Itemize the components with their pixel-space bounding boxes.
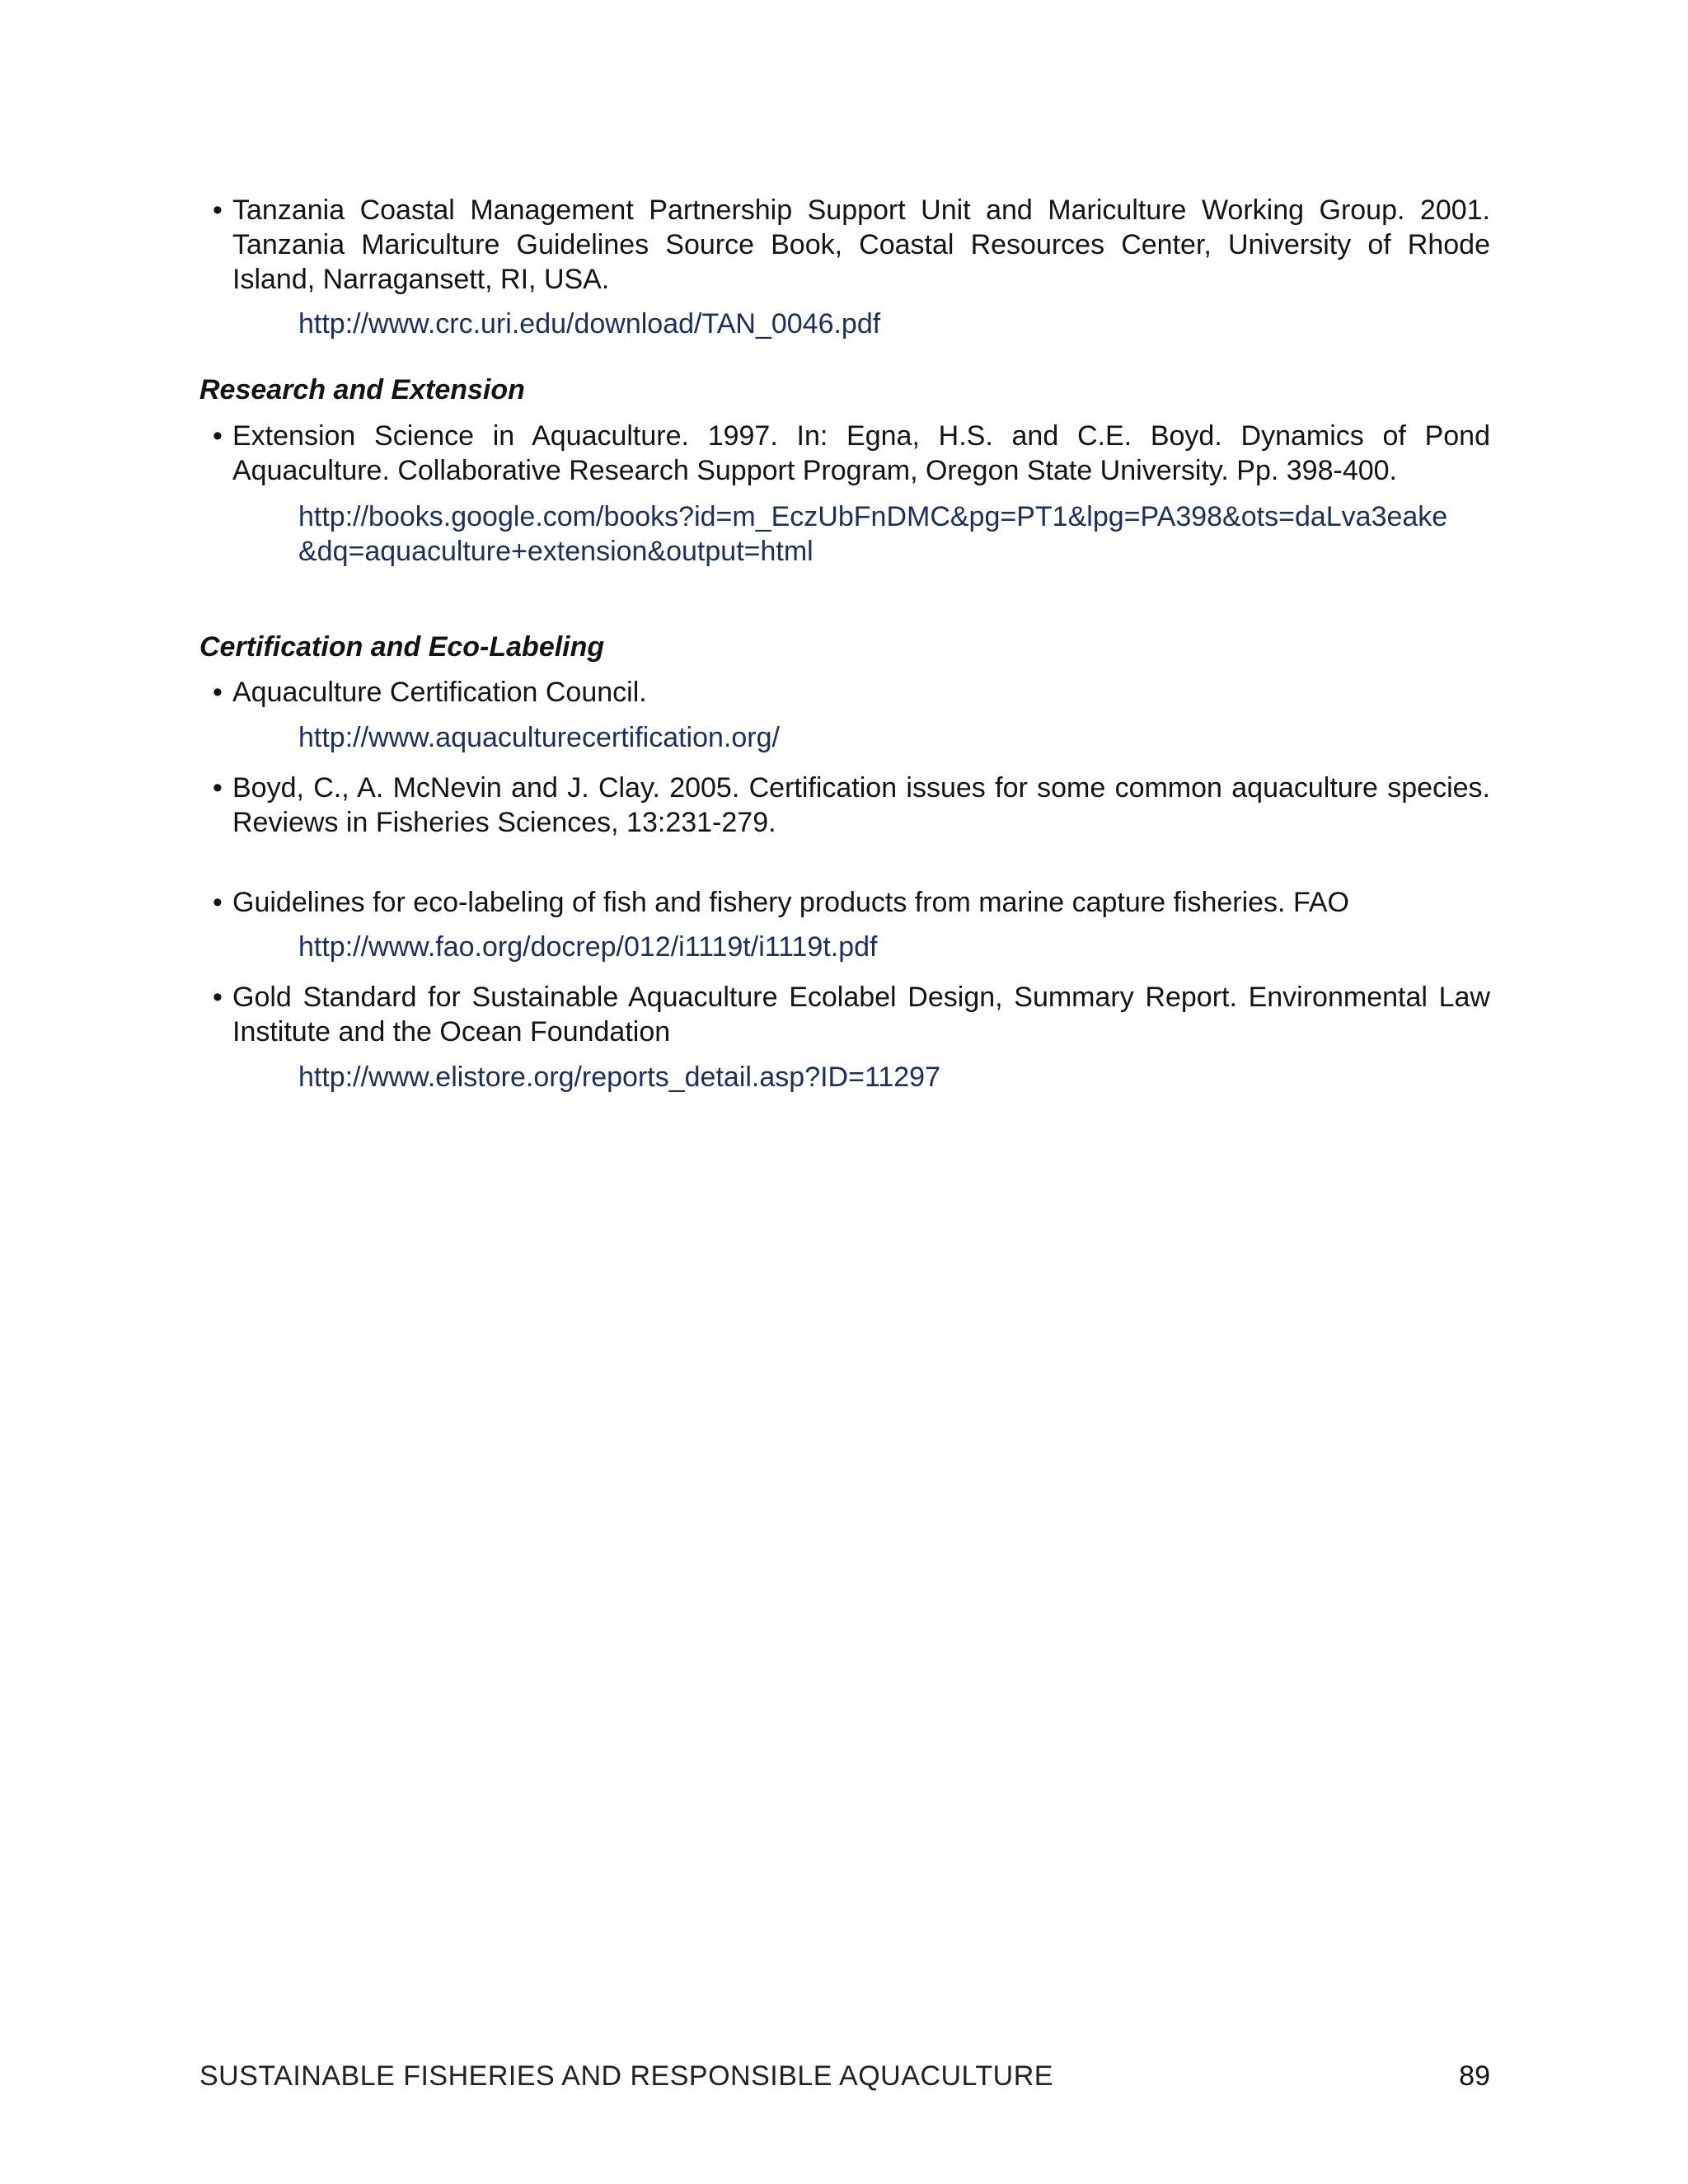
reference-entry [213,771,1490,840]
reference-text: Guidelines for eco-labeling of fish and fishery products from marine capture fisheries. FAO [232,887,1349,918]
reference-link[interactable]: http://www.aquaculturecertification.org/ [298,722,780,753]
reference-text: Boyd, C., A. McNevin and J. Clay. 2005. Certification issues for some common aquaculture species. Reviews in Fisheries Sciences, 13:231-279. [232,772,1490,838]
bullet-marker: • [213,982,223,1013]
bullet-marker: • [213,887,223,918]
bullet-marker: • [213,194,223,226]
section-heading: Research and Extension [199,374,525,405]
bullet-marker: • [213,772,223,804]
reference-entry [213,675,1490,710]
reference-entry [213,193,1490,297]
reference-link[interactable]: http://www.fao.org/docrep/012/i1119t/i1119t.pdf [298,931,878,963]
reference-text: Gold Standard for Sustainable Aquaculture Ecolabel Design, Summary Report. Environmental Law Institute and the Ocean Foundation [232,982,1490,1047]
reference-text: Aquaculture Certification Council. [232,677,647,708]
bullet-marker: • [213,420,223,452]
reference-link[interactable]: http://books.google.com/books?id=m_EczUbFnDMC&pg=PT1&lpg=PA398&ots=daLva3eake [298,501,1448,532]
reference-entry [213,885,1490,920]
reference-link[interactable]: http://www.elistore.org/reports_detail.asp?ID=11297 [298,1062,940,1093]
bullet-marker: • [213,677,223,708]
reference-entry [213,419,1490,488]
reference-link[interactable]: http://www.crc.uri.edu/download/TAN_0046.pdf [298,308,881,340]
footer-title: SUSTAINABLE FISHERIES AND RESPONSIBLE AQUACULTURE [199,2060,1053,2092]
reference-text: Extension Science in Aquaculture. 1997. In: Egna, H.S. and C.E. Boyd. Dynamics of Pond Aquaculture. Collaborative Research Support Program, Oregon State University. Pp. 398-400. [232,420,1490,486]
reference-text: Tanzania Coastal Management Partnership Support Unit and Mariculture Working Group. 2001. Tanzania Mariculture Guidelines Source Book, Coastal Resources Center, University of Rhode Island, Narragansett, RI, USA. [232,194,1490,295]
section-heading: Certification and Eco-Labeling [199,631,605,663]
reference-entry [213,980,1490,1049]
reference-link-continuation[interactable]: &dq=aquaculture+extension&output=html [298,536,814,567]
page-number: 89 [1459,2060,1490,2092]
